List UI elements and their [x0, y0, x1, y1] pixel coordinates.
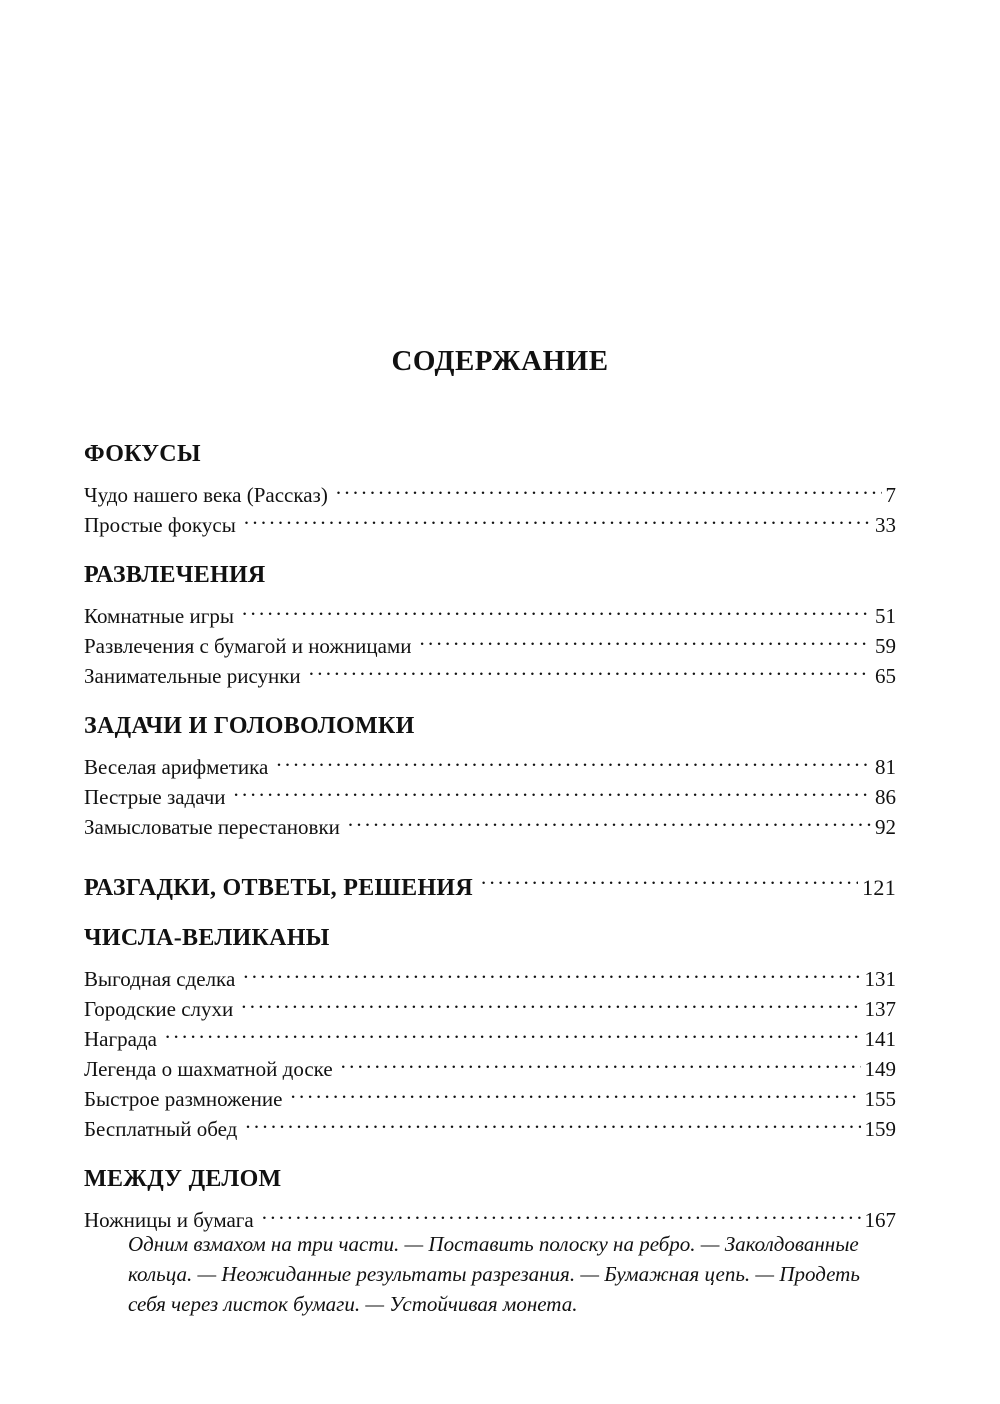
- section-heading: ЧИСЛА-ВЕЛИКАНЫ: [84, 925, 330, 951]
- toc-major-entry[interactable]: [84, 859, 896, 901]
- toc-section-giant-numbers: [84, 920, 896, 1141]
- entry-title: Развлечения с бумагой и ножницами: [84, 634, 412, 658]
- entry-page-number: 7: [885, 483, 896, 507]
- entry-page-number: 155: [864, 1087, 896, 1111]
- entry-title: Комнатные игры: [84, 604, 234, 628]
- dot-leader: [341, 1046, 861, 1076]
- entry-title: Веселая арифметика: [84, 755, 269, 779]
- page-title: СОДЕРЖАНИЕ: [391, 345, 609, 377]
- dot-leader: [245, 1106, 860, 1136]
- dot-leader: [234, 774, 871, 804]
- toc-entry[interactable]: [84, 1016, 896, 1051]
- dot-leader: [276, 744, 871, 774]
- entry-page-number: 65: [875, 664, 896, 688]
- dot-leader: [165, 1016, 861, 1046]
- dot-leader: [419, 623, 871, 653]
- section-heading: МЕЖДУ ДЕЛОМ: [84, 1166, 282, 1192]
- entry-title: Выгодная сделка: [84, 967, 236, 991]
- section-heading: ФОКУСЫ: [84, 441, 201, 467]
- entry-page-number: 137: [864, 997, 896, 1021]
- entry-page-number: 86: [875, 785, 896, 809]
- dot-leader: [336, 472, 882, 502]
- toc-section-tricks: [84, 436, 896, 537]
- entry-title: Замысловатые перестановки: [84, 815, 340, 839]
- entry-title: Простые фокусы: [84, 513, 236, 537]
- toc-entry[interactable]: [84, 744, 896, 779]
- toc-entry[interactable]: [84, 1197, 896, 1232]
- table-of-contents: [84, 436, 896, 1344]
- toc-entry[interactable]: [84, 593, 896, 628]
- entry-title: Чудо нашего века (Рассказ): [84, 483, 328, 507]
- dot-leader: [262, 1197, 861, 1227]
- entry-page-number: 51: [875, 604, 896, 628]
- toc-section-in-between: [84, 1161, 896, 1319]
- toc-section-answers: [84, 859, 896, 901]
- entry-title: Пестрые задачи: [84, 785, 226, 809]
- entry-page-number: 121: [862, 875, 896, 900]
- toc-entry[interactable]: [84, 956, 896, 991]
- entry-page-number: 131: [864, 967, 896, 991]
- entry-title: Награда: [84, 1027, 157, 1051]
- toc-entry[interactable]: [84, 1046, 896, 1081]
- toc-section-entertainment: [84, 557, 896, 688]
- dot-leader: [309, 653, 871, 683]
- section-heading: ЗАДАЧИ И ГОЛОВОЛОМКИ: [84, 713, 415, 739]
- entry-page-number: 149: [864, 1057, 896, 1081]
- entry-title: Легенда о шахматной доске: [84, 1057, 333, 1081]
- dot-leader: [481, 859, 858, 895]
- entry-page-number: 92: [875, 815, 896, 839]
- entry-page-number: 141: [864, 1027, 896, 1051]
- dot-leader: [243, 956, 860, 986]
- entry-title: Быстрое размножение: [84, 1087, 283, 1111]
- entry-subtopics-note: Одним взмахом на три части. — Поставить полоску на ребро. — Заколдованные кольца. — Неожиданные результаты разрезания. — Бумажная цепь. — Продеть себя через листок бумаги. — Устойчивая монета.: [128, 1232, 860, 1316]
- dot-leader: [244, 502, 871, 532]
- dot-leader: [348, 804, 871, 834]
- entry-page-number: 81: [875, 755, 896, 779]
- entry-page-number: 59: [875, 634, 896, 658]
- entry-title: Бесплатный обед: [84, 1117, 238, 1141]
- toc-section-puzzles: [84, 708, 896, 839]
- section-heading: РАЗВЛЕЧЕНИЯ: [84, 562, 266, 588]
- dot-leader: [290, 1076, 860, 1106]
- entry-title: Ножницы и бумага: [84, 1208, 254, 1232]
- dot-leader: [241, 986, 860, 1016]
- entry-page-number: 33: [875, 513, 896, 537]
- entry-title: РАЗГАДКИ, ОТВЕТЫ, РЕШЕНИЯ: [84, 875, 474, 901]
- entry-page-number: 159: [864, 1117, 896, 1141]
- entry-title: Занимательные рисунки: [84, 664, 301, 688]
- toc-entry[interactable]: [84, 472, 896, 507]
- entry-title: Городские слухи: [84, 997, 234, 1021]
- dot-leader: [242, 593, 871, 623]
- entry-page-number: 167: [864, 1208, 896, 1232]
